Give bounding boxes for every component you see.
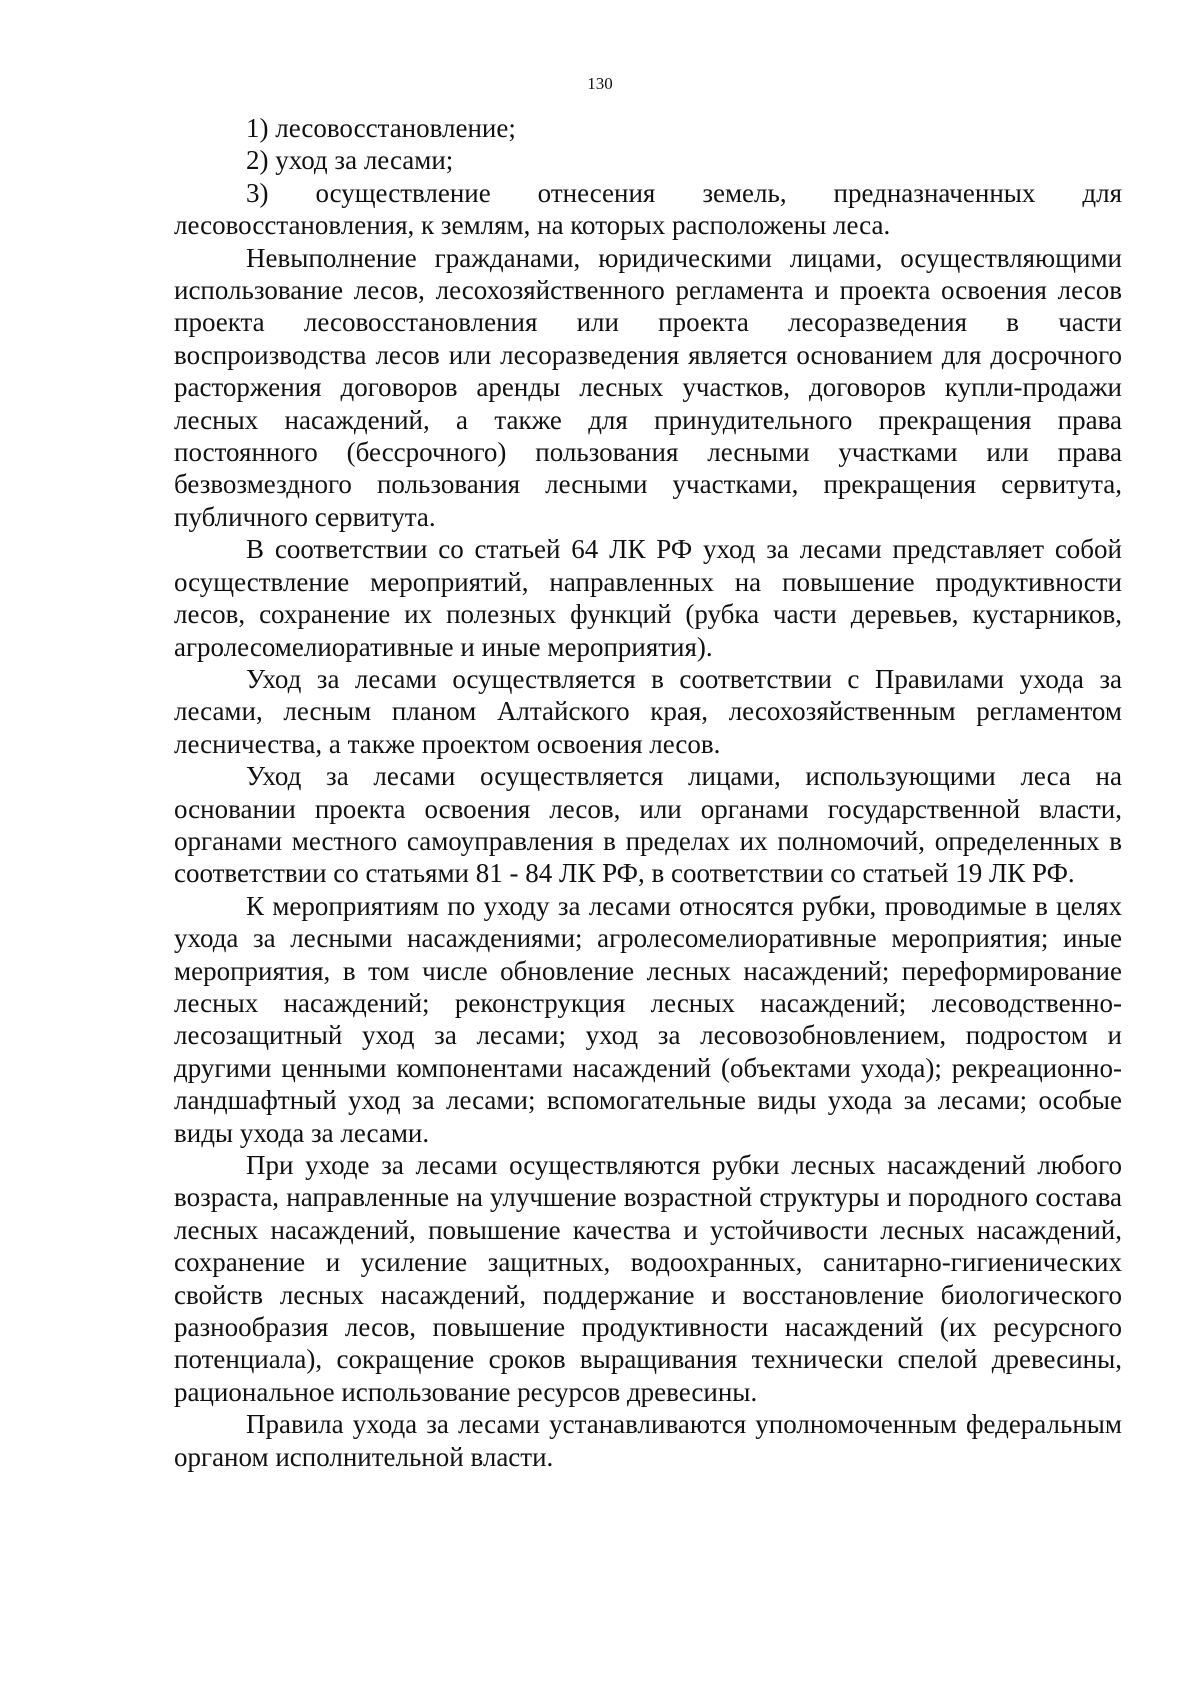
document-body [174,112,1122,1473]
paragraph-non-compliance: Невыполнение гражданами, юридическими лицами, осуществляющими использование лесов, лесохозяйственного регламента и проекта освоения лесов проекта лесовосстановления или проекта лесоразведения в части воспроизводства лесов или лесоразведения является основанием для досрочного расторжения договоров аренды лесных участков, договоров купли-продажи лесных насаждений, а также для принудительного прекращения права постоянного (бессрочного) пользования лесными участками или права безвозмездного пользования лесными участками, прекращения сервитута, публичного сервитута. [174,242,1122,532]
page-number: 130 [587,74,613,93]
paragraph-care-felling: При уходе за лесами осуществляются рубки лесных насаждений любого возраста, направленные на улучшение возрастной структуры и породного состава лесных насаждений, повышение качества и устойчивости лесных насаждений, сохранение и усиление защитных, водоохранных, санитарно-гигиенических свойств лесных насаждений, поддержание и восстановление биологического разнообразия лесов, повышение продуктивности насаждений (их ресурсного потенциала), сокращение сроков выращивания технически спелой древесины, рациональное использование ресурсов древесины. [174,1150,1122,1407]
paragraph-article-64: В соответствии со статьей 64 ЛК РФ уход за лесами представляет собой осуществление мероприятий, направленных на повышение продуктивности лесов, сохранение их полезных функций (рубка части деревьев, кустарников, агролесомелиоративные и иные мероприятия). [174,534,1122,662]
list-item-1: 1) лесовосстановление; [246,113,516,143]
paragraph-rules-authority: Правила ухода за лесами устанавливаются уполномоченным федеральным органом исполнительной власти. [174,1409,1122,1472]
paragraph-care-performers: Уход за лесами осуществляется лицами, использующими леса на основании проекта освоения лесов, или органами государственной власти, органами местного самоуправления в пределах их полномочий, определенных в соответствии со статьями 81 - 84 ЛК РФ, в соответствии со статьей 19 ЛК РФ. [174,761,1122,889]
list-item-3: 3) осуществление отнесения земель, предназначенных для лесовосстановления, к землям, на которых расположены леса. [174,177,1122,241]
paragraph-care-measures: К мероприятиям по уходу за лесами относятся рубки, проводимые в целях ухода за лесными насаждениями; агролесомелиоративные мероприятия; иные мероприятия, в том числе обновление лесных насаждений; переформирование лесных насаждений; реконструкция лесных насаждений; лесоводственно-лесозащитный уход за лесами; уход за лесовозобновлением, подростом и другими ценными компонентами насаждений (объектами ухода); рекреационно-ландшафтный уход за лесами; вспомогательные виды ухода за лесами; особые виды ухода за лесами. [174,890,1122,1148]
list-item-2: 2) уход за лесами; [246,145,454,176]
paragraph-care-rules: Уход за лесами осуществляется в соответствии с Правилами ухода за лесами, лесным планом Алтайского края, лесохозяйственным регламентом лесничества, а также проектом освоения лесов. [174,663,1122,759]
